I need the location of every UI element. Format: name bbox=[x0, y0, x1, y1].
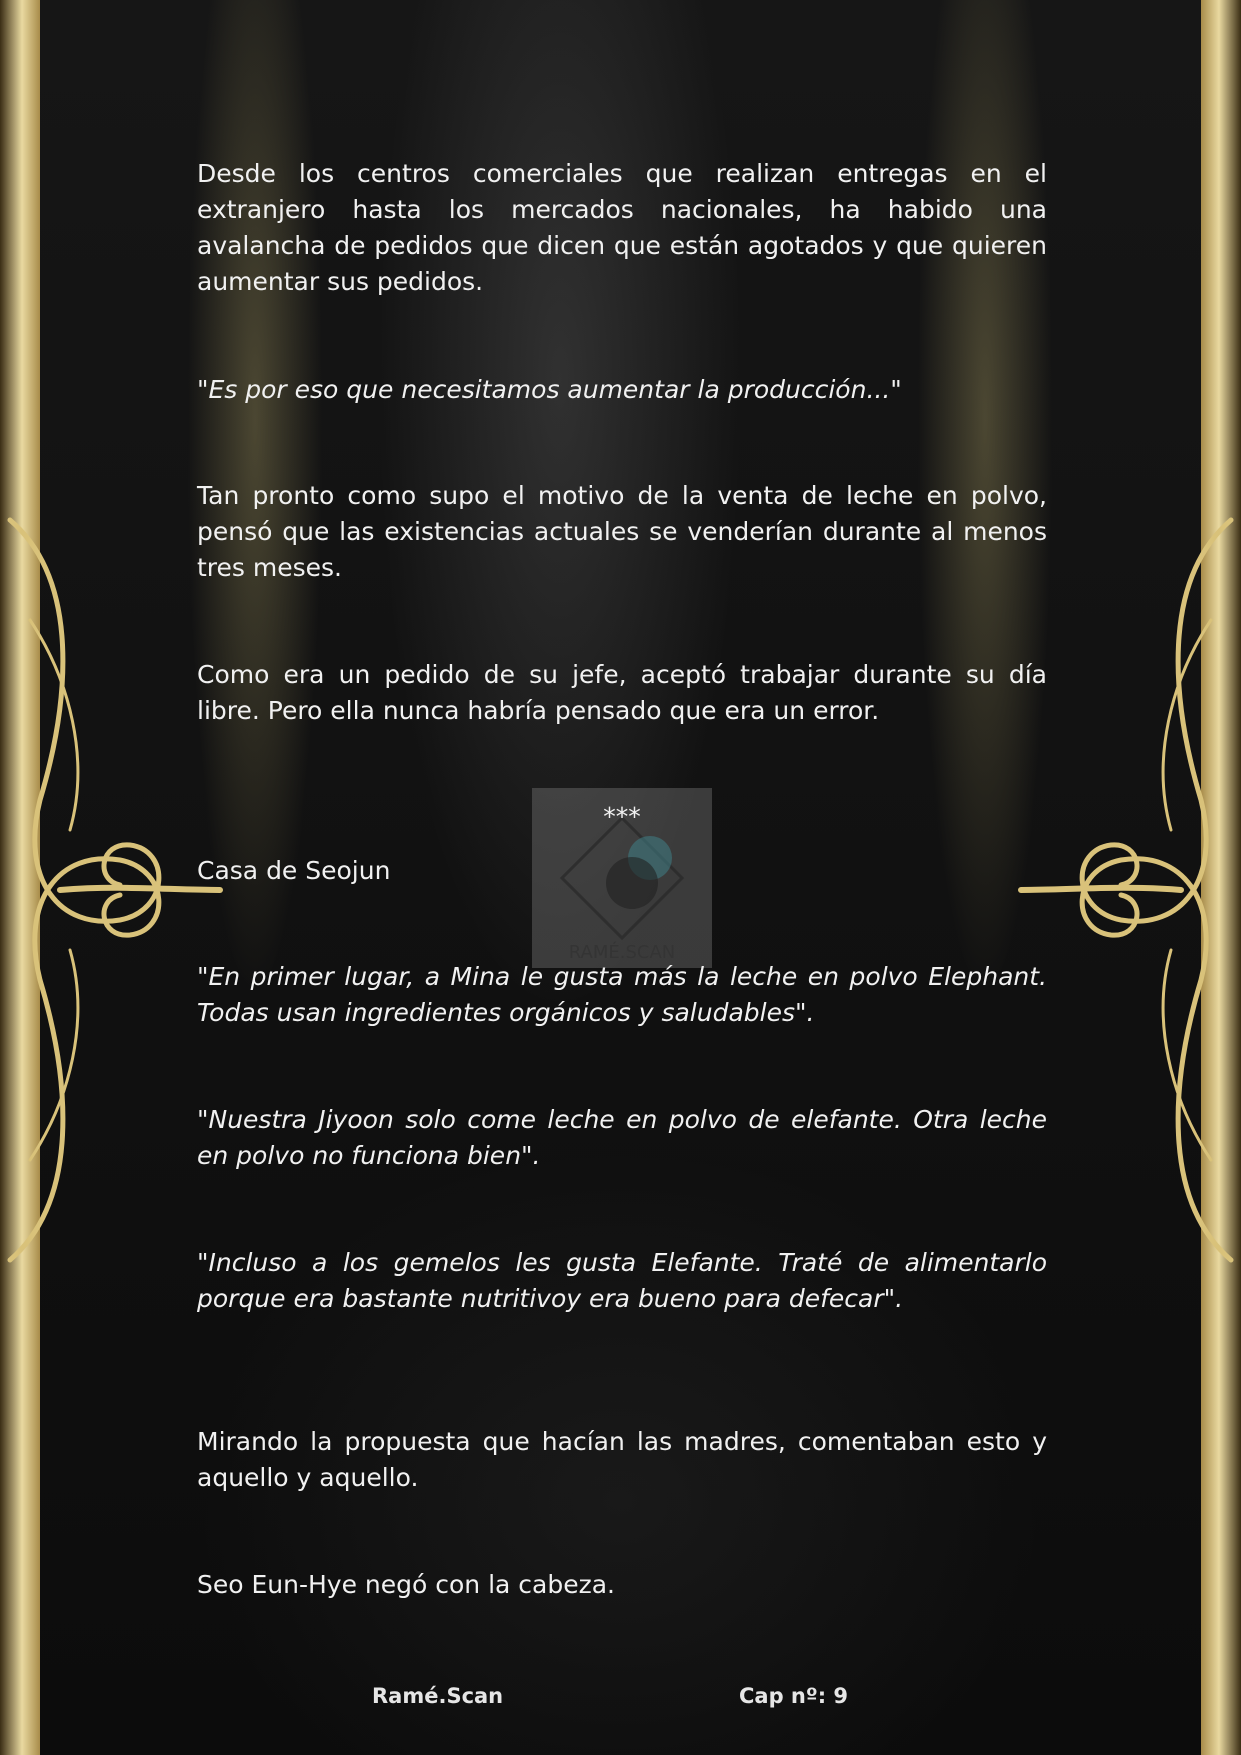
footer-chapter-number: Cap nº: 9 bbox=[739, 1684, 849, 1708]
scene-heading: Casa de Seojun bbox=[197, 856, 391, 885]
footer-scan-group: Ramé.Scan bbox=[372, 1684, 504, 1708]
scene-break: *** bbox=[603, 802, 641, 831]
paragraph-10: Seo Eun-Hye negó con la cabeza. bbox=[197, 1570, 616, 1599]
paragraph-4: Como era un pedido de su jefe, aceptó trabajar durante su día libre. Pero ella nunca habría pensado que era un error. bbox=[197, 660, 1047, 725]
paragraph-7-quote: "Nuestra Jiyoon solo come leche en polvo de elefante. Otra leche en polvo no funciona bien". bbox=[197, 1105, 1047, 1170]
paragraph-6-quote: "En primer lugar, a Mina le gusta más la leche en polvo Elephant. Todas usan ingredientes orgánicos y saludables". bbox=[197, 962, 1047, 1027]
paragraph-8-quote: "Incluso a los gemelos les gusta Elefante. Traté de alimentarlo porque era bastante nutritivoy era bueno para defecar". bbox=[197, 1248, 1047, 1313]
paragraph-3: Tan pronto como supo el motivo de la venta de leche en polvo, pensó que las existencias actuales se venderían durante al menos tres meses. bbox=[197, 481, 1047, 582]
paragraph-9: Mirando la propuesta que hacían las madres, comentaban esto y aquello y aquello. bbox=[197, 1427, 1047, 1492]
paragraph-2-quote: "Es por eso que necesitamos aumentar la producción..." bbox=[197, 375, 902, 404]
watermark-text: RAMÉ.SCAN bbox=[568, 942, 676, 963]
paragraph-1: Desde los centros comerciales que realizan entregas en el extranjero hasta los mercados nacionales, ha habido una avalancha de pedidos que dicen que están agotados y que quieren aumentar sus pedidos. bbox=[197, 159, 1047, 296]
